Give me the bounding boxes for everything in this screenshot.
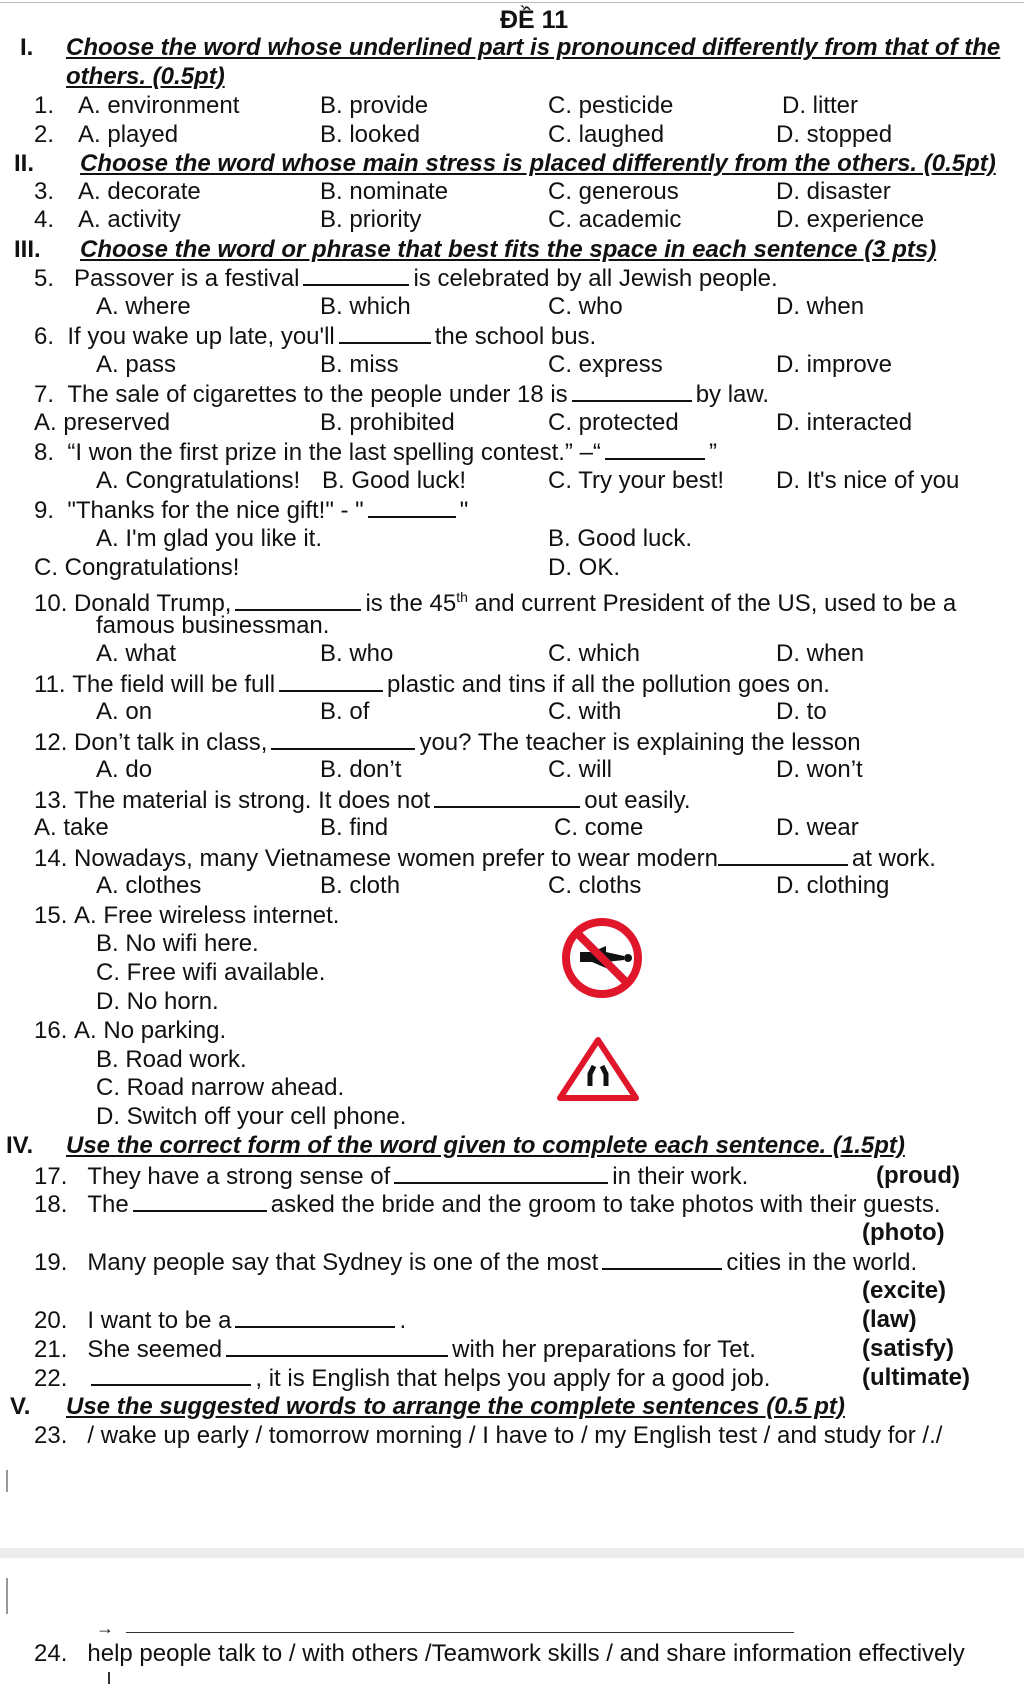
section-4-heading: Use the correct form of the word given to complete each sentence. (1.5pt) [66, 1132, 905, 1159]
q21-hint: (satisfy) [862, 1335, 955, 1362]
q23-number: 23. [34, 1422, 68, 1449]
q8-option-d[interactable]: D. It's nice of you [776, 467, 960, 494]
q18-text-after: asked the bride and the groom to take photos with their guests. [270, 1191, 941, 1218]
q13-stem [34, 786, 691, 815]
q6-blank[interactable] [339, 322, 431, 344]
q7-text-before: The sale of cigarettes to the people under 18 is [67, 381, 568, 408]
page-separator [0, 1548, 1024, 1558]
q24-stem [34, 1640, 965, 1668]
page-title: ĐỀ 11 [500, 6, 569, 34]
q3-number: 3. [34, 178, 55, 205]
q17-text-after: in their work. [612, 1163, 749, 1190]
q15-option-d[interactable]: D. No horn. [96, 988, 219, 1015]
q20-text-after: . [399, 1307, 407, 1334]
q21-number: 21. [34, 1336, 68, 1363]
q8-option-a[interactable]: A. Congratulations! [96, 467, 301, 494]
cut-mark [108, 1672, 110, 1684]
q15-option-a[interactable]: A. Free wireless internet. [74, 902, 340, 929]
q13-option-a[interactable]: A. take [34, 814, 109, 841]
q14-blank[interactable] [718, 844, 848, 866]
q16-option-a[interactable]: A. No parking. [74, 1017, 227, 1044]
section-3-heading: Choose the word or phrase that best fits the space in each sentence (3 pts) [80, 236, 937, 263]
q21-stem [34, 1335, 756, 1364]
q16-option-b[interactable]: B. Road work. [96, 1046, 247, 1073]
q19-text-before: Many people say that Sydney is one of the most [87, 1249, 599, 1276]
q14-text-before: Nowadays, many Vietnamese women prefer to wear modern [74, 845, 718, 872]
q14-option-c[interactable]: C. cloths [548, 872, 642, 899]
q10-text-after: and current President of the US, used to be a [474, 590, 957, 617]
q19-blank[interactable] [602, 1248, 722, 1270]
q11-number: 11. [34, 671, 66, 698]
q11-option-b[interactable]: B. of [320, 698, 370, 725]
q2-number: 2. [34, 121, 55, 148]
q24-text: help people talk to / with others /Teamwork skills / and share information effectively [87, 1640, 965, 1667]
q5-blank[interactable] [303, 264, 409, 286]
q10-text-before: Donald Trump, [74, 590, 232, 617]
q15-option-b[interactable]: B. No wifi here. [96, 930, 259, 957]
q5-option-b[interactable]: B. which [320, 293, 411, 320]
road-narrows-sign-icon [556, 1036, 640, 1102]
q9-option-c[interactable]: C. Congratulations! [34, 554, 240, 581]
q7-text-after: by law. [695, 381, 770, 408]
q20-hint: (law) [862, 1306, 917, 1333]
q22-blank[interactable] [91, 1364, 251, 1386]
q7-number: 7. [34, 381, 55, 408]
no-horn-sign-icon [560, 916, 644, 1000]
q10-option-b[interactable]: B. who [320, 640, 394, 667]
q9-option-b[interactable]: B. Good luck. [548, 525, 693, 552]
q14-option-b[interactable]: B. cloth [320, 872, 401, 899]
q22-number: 22. [34, 1365, 68, 1392]
q18-blank[interactable] [133, 1190, 267, 1212]
q9-text-before: "Thanks for the nice gift!" - " [67, 497, 364, 524]
q20-number: 20. [34, 1307, 68, 1334]
q20-stem [34, 1306, 406, 1335]
q1-option-b[interactable]: B. provide [320, 92, 429, 119]
q6-option-d[interactable]: D. improve [776, 351, 893, 378]
q19-hint: (excite) [862, 1277, 947, 1304]
q11-stem [34, 670, 830, 699]
q12-text-after: you? The teacher is explaining the lesson [419, 729, 861, 756]
q12-stem [34, 728, 861, 757]
arrow-icon: → [96, 1618, 114, 1638]
q16-number: 16. [34, 1017, 68, 1044]
q10-option-d[interactable]: D. when [776, 640, 865, 667]
q9-text-after: " [459, 497, 469, 524]
q8-text-before: “I won the first prize in the last spelling contest.” –“ [67, 439, 601, 466]
q18-text-before: The [87, 1191, 129, 1218]
q4-option-a[interactable]: A. activity [78, 206, 181, 233]
q10-option-c[interactable]: C. which [548, 640, 641, 667]
q13-option-d[interactable]: D. wear [776, 814, 859, 841]
q21-text-before: She seemed [87, 1336, 223, 1363]
q10-superscript: th [456, 589, 468, 605]
q7-option-a[interactable]: A. preserved [34, 409, 171, 436]
q20-blank[interactable] [235, 1306, 395, 1328]
q6-option-b[interactable]: B. miss [320, 351, 399, 378]
q16-option-c[interactable]: C. Road narrow ahead. [96, 1074, 345, 1101]
q23-stem [34, 1422, 942, 1450]
q7-option-d[interactable]: D. interacted [776, 409, 913, 436]
q16-option-d[interactable]: D. Switch off your cell phone. [96, 1103, 407, 1130]
q23-answer-line[interactable] [126, 1632, 794, 1633]
q10-blank[interactable] [235, 589, 361, 611]
q6-number: 6. [34, 323, 55, 350]
q8-option-b[interactable]: B. Good luck! [322, 467, 467, 494]
q15-first-line [34, 902, 339, 930]
answer-cursor-mark-2 [6, 1578, 8, 1614]
q11-option-a[interactable]: A. on [96, 698, 153, 725]
section-1-number: I. [20, 34, 34, 61]
q23-text: / wake up early / tomorrow morning / I have to / my English test / and study for /./ [87, 1422, 943, 1449]
q8-blank[interactable] [605, 438, 705, 460]
q9-option-a[interactable]: A. I'm glad you like it. [96, 525, 323, 552]
q20-text-before: I want to be a [87, 1307, 232, 1334]
q2-option-c[interactable]: C. laughed [548, 121, 665, 148]
q1-option-c[interactable]: C. pesticide [548, 92, 674, 119]
q22-hint: (ultimate) [862, 1364, 970, 1391]
q17-blank[interactable] [394, 1162, 608, 1184]
q8-stem [34, 438, 717, 467]
q4-option-b[interactable]: B. priority [320, 206, 422, 233]
q7-option-b[interactable]: B. prohibited [320, 409, 455, 436]
q17-number: 17. [34, 1163, 68, 1190]
q11-blank[interactable] [279, 670, 383, 692]
q9-option-d[interactable]: D. OK. [548, 554, 621, 581]
q12-option-b[interactable]: B. don’t [320, 756, 402, 783]
q7-option-c[interactable]: C. protected [548, 409, 679, 436]
q2-option-b[interactable]: B. looked [320, 121, 421, 148]
q21-blank[interactable] [226, 1335, 448, 1357]
q17-text-before: They have a strong sense of [87, 1163, 391, 1190]
q19-text-after: cities in the world. [726, 1249, 918, 1276]
q5-option-d[interactable]: D. when [776, 293, 865, 320]
q12-blank[interactable] [271, 728, 415, 750]
q19-stem [34, 1248, 917, 1277]
q11-option-c[interactable]: C. with [548, 698, 622, 725]
q9-number: 9. [34, 497, 55, 524]
q5-text-before: Passover is a festival [74, 265, 300, 292]
section-3-number: III. [14, 236, 41, 263]
q10-text-line2: famous businessman. [96, 612, 330, 639]
q2-option-d[interactable]: D. stopped [776, 121, 893, 148]
q8-number: 8. [34, 439, 55, 466]
section-4-number: IV. [6, 1132, 34, 1159]
section-5-number: V. [10, 1393, 31, 1420]
q13-number: 13. [34, 787, 68, 814]
q9-stem [34, 496, 468, 525]
q11-text-before: The field will be full [72, 671, 276, 698]
q10-number: 10. [34, 590, 68, 617]
q3-option-a[interactable]: A. decorate [78, 178, 201, 205]
q5-number: 5. [34, 265, 55, 292]
q1-option-a[interactable]: A. environment [78, 92, 240, 119]
q24-number: 24. [34, 1640, 68, 1667]
q1-option-d[interactable]: D. litter [782, 92, 859, 119]
q18-hint: (photo) [862, 1219, 945, 1246]
q16-first-line [34, 1017, 226, 1045]
q10-option-a[interactable]: A. what [96, 640, 177, 667]
section-2-heading: Choose the word whose main stress is placed differently from the others. (0.5pt) [80, 150, 996, 177]
q11-option-d[interactable]: D. to [776, 698, 827, 725]
q2-option-a[interactable]: A. played [78, 121, 179, 148]
q15-number: 15. [34, 902, 68, 929]
q6-text-before: If you wake up late, you'll [67, 323, 335, 350]
q12-text-before: Don’t talk in class, [74, 729, 268, 756]
q6-option-c[interactable]: C. express [548, 351, 663, 378]
q7-blank[interactable] [572, 380, 692, 402]
q22-text-after: , it is English that helps you apply for a good job. [255, 1365, 771, 1392]
answer-cursor-mark [6, 1470, 8, 1492]
q13-option-c[interactable]: C. come [554, 814, 644, 841]
q6-text-after: the school bus. [434, 323, 597, 350]
q5-option-c[interactable]: C. who [548, 293, 623, 320]
q13-blank[interactable] [434, 786, 580, 808]
q19-number: 19. [34, 1249, 68, 1276]
q18-stem [34, 1190, 941, 1219]
q8-text-after: ” [708, 439, 717, 466]
q14-stem [34, 844, 936, 873]
top-divider [0, 2, 1024, 3]
q5-option-a[interactable]: A. where [96, 293, 191, 320]
q10-text-mid: is the 45 [365, 590, 457, 617]
q4-number: 4. [34, 206, 55, 233]
q13-text-before: The material is strong. It does not [74, 787, 431, 814]
q14-option-a[interactable]: A. clothes [96, 872, 202, 899]
q18-number: 18. [34, 1191, 68, 1218]
q9-blank[interactable] [368, 496, 456, 518]
q14-number: 14. [34, 845, 68, 872]
q14-text-after: at work. [851, 845, 936, 872]
q12-number: 12. [34, 729, 68, 756]
q5-text-after: is celebrated by all Jewish people. [413, 265, 778, 292]
q11-text-after: plastic and tins if all the pollution goes on. [387, 671, 830, 698]
q7-stem [34, 380, 769, 409]
q4-option-d[interactable]: D. experience [776, 206, 925, 233]
q14-option-d[interactable]: D. clothing [776, 872, 890, 899]
q3-option-b[interactable]: B. nominate [320, 178, 449, 205]
q15-option-c[interactable]: C. Free wifi available. [96, 959, 326, 986]
q1-number: 1. [34, 92, 55, 119]
q8-option-c[interactable]: C. Try your best! [548, 467, 725, 494]
q12-option-d[interactable]: D. won’t [776, 756, 863, 783]
q5-stem [34, 264, 778, 293]
section-1-heading-cont: others. (0.5pt) [66, 63, 225, 90]
q12-option-c[interactable]: C. will [548, 756, 612, 783]
q13-text-after: out easily. [584, 787, 691, 814]
section-5-heading: Use the suggested words to arrange the complete sentences (0.5 pt) [66, 1393, 845, 1420]
q17-stem [34, 1162, 748, 1191]
q21-text-after: with her preparations for Tet. [452, 1336, 756, 1363]
q3-option-c[interactable]: C. generous [548, 178, 679, 205]
section-1-heading: Choose the word whose underlined part is pronounced differently from that of the [66, 34, 1001, 61]
q12-option-a[interactable]: A. do [96, 756, 153, 783]
q6-option-a[interactable]: A. pass [96, 351, 177, 378]
q17-hint: (proud) [876, 1162, 960, 1189]
q3-option-d[interactable]: D. disaster [776, 178, 891, 205]
q6-stem [34, 322, 596, 351]
q4-option-c[interactable]: C. academic [548, 206, 682, 233]
q13-option-b[interactable]: B. find [320, 814, 389, 841]
q22-stem [34, 1364, 770, 1393]
section-2-number: II. [14, 150, 35, 177]
